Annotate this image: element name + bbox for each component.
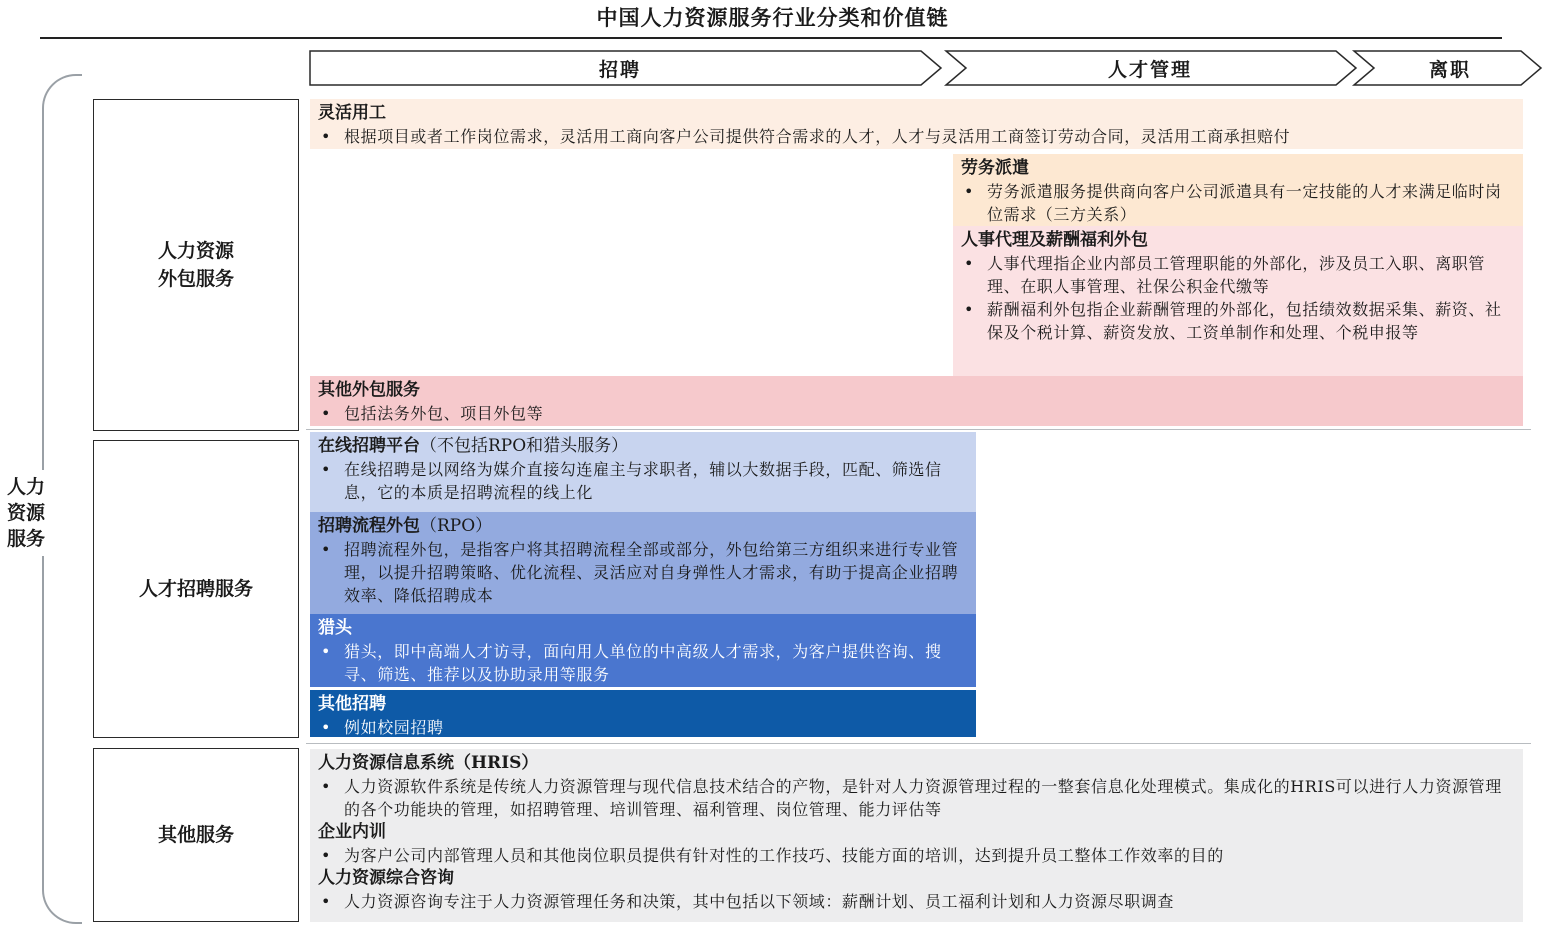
block-title: 猎头	[318, 618, 352, 638]
bullet-text: • 猎头，即中高端人才访寻，面向用人单位的中高级人才需求，为客户提供咨询、搜寻、筛选、推荐以及协助录用等服务	[318, 640, 968, 686]
root-label	[2, 470, 50, 556]
category-outsourcing-label: 人力资源 外包服务	[157, 240, 234, 290]
block-other-recruitment	[310, 690, 976, 737]
block-rpo	[310, 512, 976, 614]
section-divider	[306, 743, 1531, 744]
block-title-main: 在线招聘平台	[318, 436, 420, 456]
block-title-consulting: 人力资源综合咨询	[318, 868, 454, 888]
bullet-text: • 人力资源软件系统是传统人力资源管理与现代信息技术结合的产物，是针对人力资源管理过程的一整套信息化处理模式。集成化的HRIS可以进行人力资源管理的各个功能块的管理，如招聘管理、培训管理、福利管理、岗位管理、能力评估等	[318, 775, 1515, 821]
bullet-text: • 根据项目或者工作岗位需求，灵活用工商向客户公司提供符合需求的人才，人才与灵活用工商签订劳动合同，灵活用工商承担赔付	[318, 125, 1515, 148]
block-title: 人事代理及薪酬福利外包	[961, 230, 1148, 250]
stage-label-recruit: 招聘	[598, 59, 641, 81]
block-title-note: （RPO）	[420, 516, 493, 536]
bullet-text: • 为客户公司内部管理人员和其他岗位职员提供有针对性的工作技巧、技能方面的培训，达到提升员工整体工作效率的目的	[318, 844, 1515, 867]
bullet-text: • 薪酬福利外包指企业薪酬管理的外部化，包括绩效数据采集、薪资、社保及个税计算、薪资发放、工资单制作和处理、个税申报等	[961, 298, 1515, 344]
bullet-text: • 例如校园招聘	[318, 716, 968, 737]
block-title: 劳务派遣	[961, 158, 1029, 178]
category-outsourcing	[93, 99, 299, 431]
block-labor-dispatch	[953, 154, 1523, 226]
block-title-note: （不包括RPO和猎头服务）	[420, 436, 629, 456]
category-other-services-label: 其他服务	[157, 824, 234, 846]
block-title: 灵活用工	[318, 103, 386, 123]
root-label-text: 人力 资源 服务	[6, 476, 45, 550]
block-other-services	[310, 749, 1523, 922]
bullet-text: • 人事代理指企业内部员工管理职能的外部化，涉及员工入职、离职管理、在职人事管理、社保公积金代缴等	[961, 252, 1515, 298]
block-title: 其他招聘	[318, 694, 386, 714]
block-title-training: 企业内训	[318, 822, 386, 842]
bullet-text: • 招聘流程外包，是指客户将其招聘流程全部或部分，外包给第三方组织来进行专业管理，以提升招聘策略、优化流程、灵活应对自身弹性人才需求，有助于提高企业招聘效率、降低招聘成本	[318, 538, 968, 607]
category-recruitment	[93, 440, 299, 738]
title-underline	[40, 37, 1502, 39]
bullet-text: • 劳务派遣服务提供商向客户公司派遣具有一定技能的人才来满足临时岗位需求（三方关系）	[961, 180, 1515, 226]
block-title	[318, 515, 968, 538]
stage-label-exit: 离职	[1428, 59, 1471, 81]
block-headhunting	[310, 614, 976, 687]
block-title	[318, 435, 968, 458]
block-title: 其他外包服务	[318, 380, 420, 400]
category-recruitment-label: 人才招聘服务	[138, 578, 253, 600]
bullet-text: • 包括法务外包、项目外包等	[318, 402, 1515, 425]
block-personnel-agency	[953, 226, 1523, 376]
block-other-outsourcing	[310, 376, 1523, 426]
block-flexible-employment	[310, 99, 1523, 149]
category-other-services	[93, 748, 299, 922]
block-online-recruitment	[310, 432, 976, 512]
bullet-text: • 人力资源咨询专注于人力资源管理任务和决策，其中包括以下领域：薪酬计划、员工福利计划和人力资源尽职调查	[318, 890, 1515, 913]
stage-label-talent: 人才管理	[1107, 59, 1192, 81]
bullet-text: • 在线招聘是以网络为媒介直接勾连雇主与求职者，辅以大数据手段，匹配、筛选信息，它的本质是招聘流程的线上化	[318, 458, 968, 504]
block-title-hris: 人力资源信息系统（HRIS）	[318, 753, 539, 773]
section-divider	[306, 429, 1531, 430]
page-title: 中国人力资源服务行业分类和价值链	[596, 5, 949, 30]
block-title-main: 招聘流程外包	[318, 516, 420, 536]
